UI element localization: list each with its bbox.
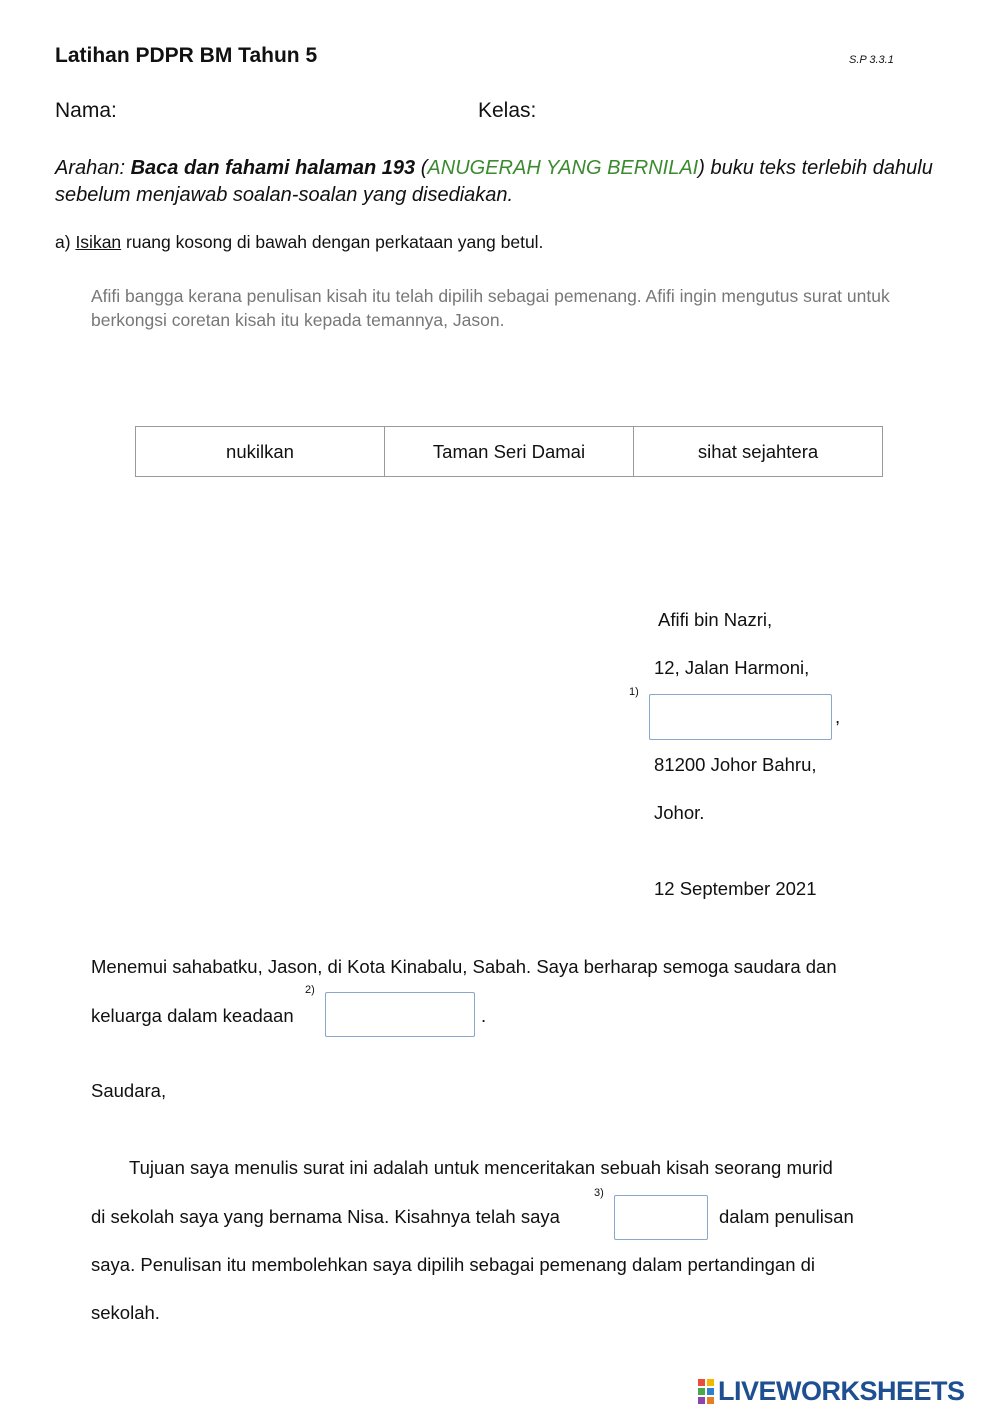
word-bank-table [135, 426, 883, 477]
liveworksheets-wordmark: LIVEWORKSHEETS [718, 1375, 965, 1406]
word-bank-item: sihat sejahtera [634, 427, 883, 477]
letter-para-line-3: saya. Penulisan itu membolehkan saya dipilih sebagai pemenang dalam pertandingan di [91, 1254, 816, 1275]
letter-line-2: keluarga dalam keadaan [91, 1005, 294, 1026]
letter-salutation: Saudara, [91, 1080, 167, 1101]
question-a-prefix: a) [55, 232, 76, 252]
question-a [55, 232, 543, 253]
context-paragraph: Afifi bangga kerana penulisan kisah itu telah dipilih sebagai pemenang. Afifi ingin mengutus surat untuk berkongsi coretan kisah itu kepada temannya, Jason. [91, 286, 890, 330]
answer-blank-2[interactable] [325, 992, 475, 1037]
address-comma: , [835, 706, 841, 727]
word-bank-item: nukilkan [136, 427, 385, 477]
sender-name: Afifi bin Nazri, [658, 609, 773, 630]
blank-1-number: 1) [629, 686, 639, 698]
letter-para-line-1: Tujuan saya menulis surat ini adalah untuk menceritakan sebuah kisah seorang murid [129, 1157, 833, 1178]
question-a-keyword: Isikan [75, 232, 122, 252]
story-title: ANUGERAH YANG BERNILAI [427, 157, 699, 179]
liveworksheets-brand [697, 1376, 965, 1406]
instruction [55, 155, 935, 209]
liveworksheets-logo-icon [697, 1378, 715, 1405]
blank-2-number: 2) [305, 984, 315, 996]
standard-code: S.P 3.3.1 [849, 54, 894, 66]
letter-para-line-2-after: dalam penulisan [719, 1206, 854, 1227]
question-a-rest: ruang kosong di bawah dengan perkataan yang betul. [121, 232, 544, 252]
word-bank-item: Taman Seri Damai [385, 427, 634, 477]
instruction-bold: Baca dan fahami halaman 193 [130, 157, 416, 179]
sender-postcode-city: 81200 Johor Bahru, [654, 754, 817, 775]
sender-street: 12, Jalan Harmoni, [654, 657, 810, 678]
worksheet-title: Latihan PDPR BM Tahun 5 [55, 44, 318, 67]
letter-para-line-4: sekolah. [91, 1302, 160, 1323]
sender-state: Johor. [654, 802, 705, 823]
letter-line-2-period: . [481, 1005, 487, 1026]
nama-label: Nama: [55, 99, 117, 122]
kelas-label: Kelas: [478, 99, 537, 122]
blank-3-number: 3) [594, 1187, 604, 1199]
answer-blank-3[interactable] [614, 1195, 708, 1240]
instruction-rest: ) buku teks terlebih dahulu sebelum menjawab soalan-soalan yang disediakan. [55, 157, 933, 206]
letter-greeting-line: Menemui sahabatku, Jason, di Kota Kinabalu, Sabah. Saya berharap semoga saudara dan [91, 956, 837, 977]
instruction-prefix: Arahan: [55, 157, 131, 179]
letter-para-line-2: di sekolah saya yang bernama Nisa. Kisahnya telah saya [91, 1206, 560, 1227]
letter-date: 12 September 2021 [654, 878, 817, 899]
answer-blank-1[interactable] [649, 694, 832, 740]
instruction-open-paren: ( [415, 157, 428, 179]
